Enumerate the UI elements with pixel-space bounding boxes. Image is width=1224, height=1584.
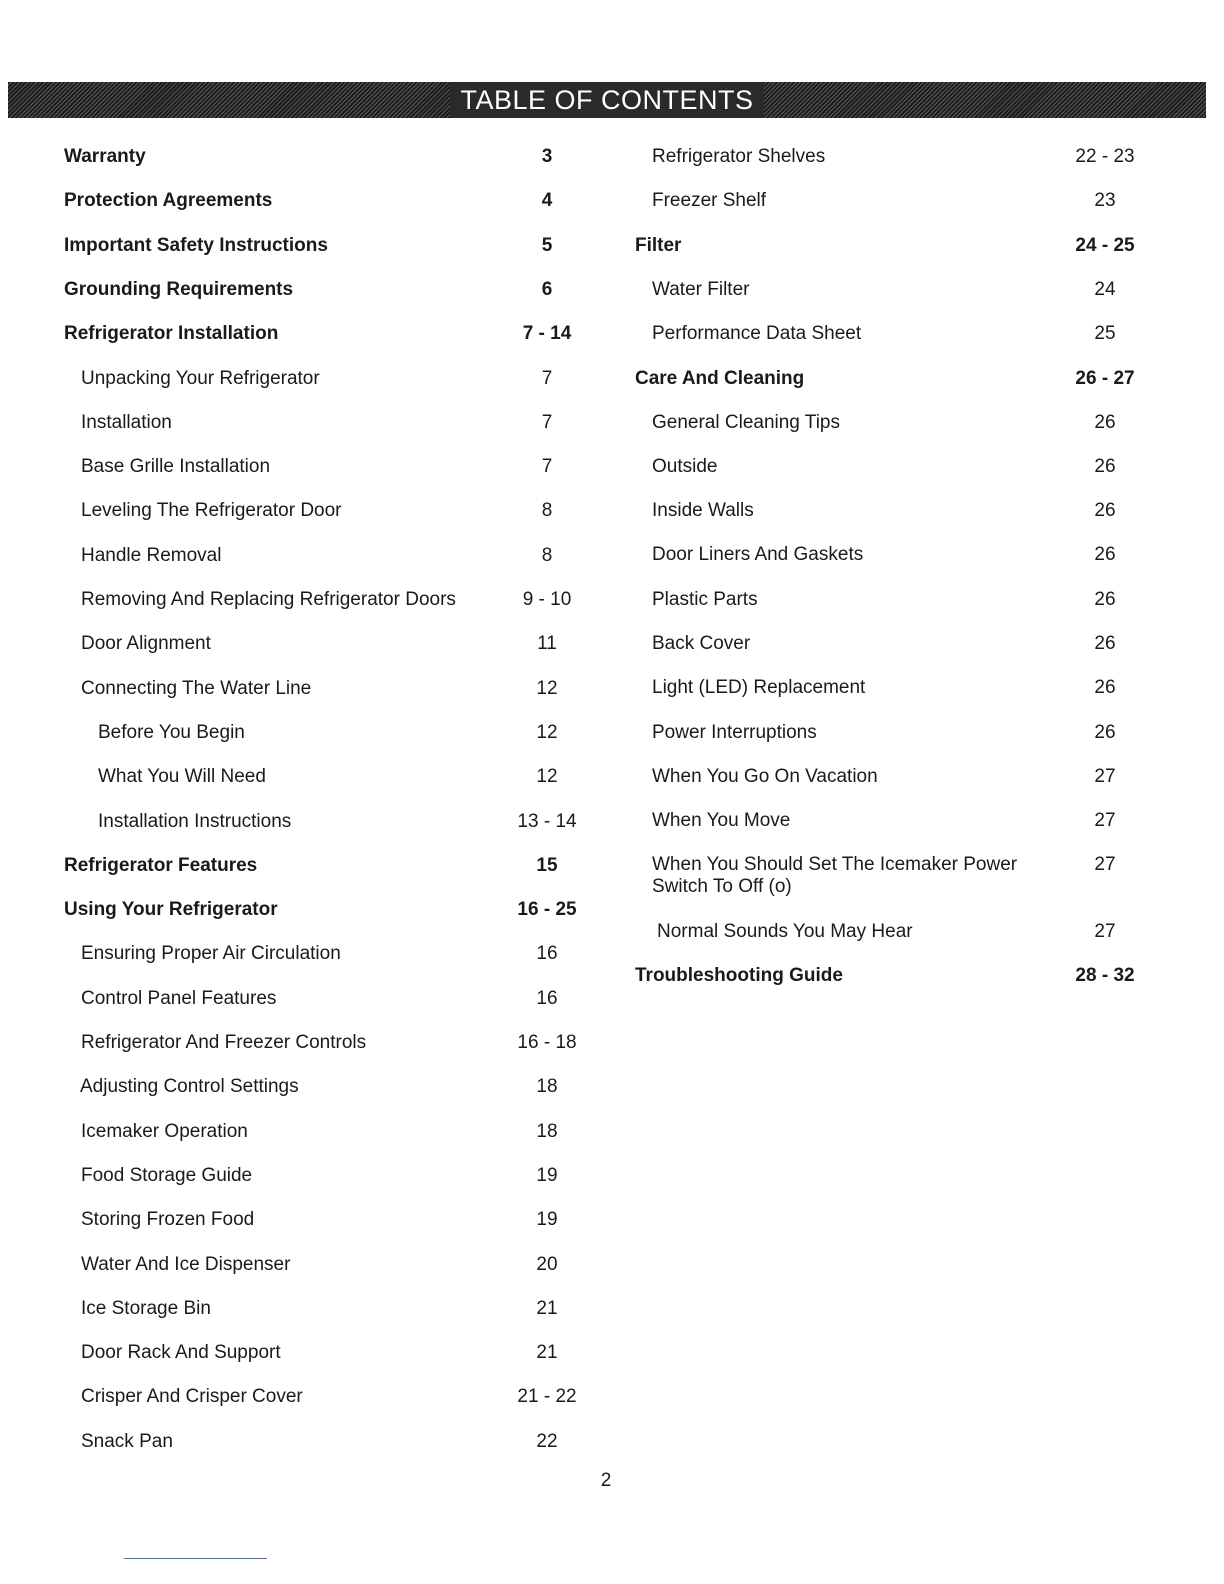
toc-entry-label: Removing And Replacing Refrigerator Doors [81, 589, 456, 610]
toc-entry-label: Performance Data Sheet [652, 323, 862, 344]
toc-entry-label: Ice Storage Bin [81, 1298, 211, 1319]
toc-entry-page: 11 [537, 633, 557, 654]
toc-entry-label: Outside [652, 456, 718, 477]
toc-entry-label: Ensuring Proper Air Circulation [81, 943, 341, 964]
toc-entry-label: Before You Begin [98, 722, 245, 743]
toc-entry-label: Icemaker Operation [81, 1121, 248, 1142]
toc-entry-page: 18 [536, 1121, 558, 1142]
toc-entry-page: 12 [536, 766, 558, 787]
toc-entry-label: Installation [81, 412, 172, 433]
toc-entry-label: Filter [635, 235, 682, 256]
toc-entry-label: Refrigerator Features [64, 855, 258, 876]
toc-entry-page: 7 [541, 412, 553, 433]
toc-entry-page: 26 [1094, 633, 1116, 654]
toc-entry-label: Power Interruptions [652, 722, 817, 743]
toc-entry-label: When You Move [652, 810, 791, 831]
toc-entry-label: Storing Frozen Food [81, 1209, 255, 1230]
toc-entry-label: Leveling The Refrigerator Door [81, 500, 342, 521]
toc-entry-label: Important Safety Instructions [64, 235, 328, 256]
toc-entry-page: 24 - 25 [1075, 235, 1135, 256]
toc-entry-page: 12 [536, 722, 558, 743]
toc-entry-page: 19 [536, 1165, 558, 1186]
toc-entry-page: 28 - 32 [1075, 965, 1135, 986]
toc-entry-page: 27 [1094, 854, 1116, 875]
toc-entry-label: Freezer Shelf [652, 190, 767, 211]
toc-entry-label: Snack Pan [81, 1431, 173, 1452]
toc-entry-label: Connecting The Water Line [81, 678, 312, 699]
toc-entry-page: 26 [1094, 412, 1116, 433]
toc-entry-label: Light (LED) Replacement [652, 677, 866, 698]
toc-entry-page: 13 - 14 [517, 811, 577, 832]
toc-entry-page: 8 [541, 545, 553, 566]
toc-entry-label: Installation Instructions [98, 811, 292, 832]
toc-entry-label: Door Rack And Support [81, 1342, 281, 1363]
toc-entry-page: 26 [1094, 722, 1116, 743]
toc-entry-label: Plastic Parts [652, 589, 758, 610]
page-title: TABLE OF CONTENTS [450, 82, 763, 118]
toc-entry-page: 12 [536, 678, 558, 699]
toc-entry-label: Warranty [64, 146, 146, 167]
toc-entry-page: 27 [1094, 766, 1116, 787]
toc-entry-page: 20 [536, 1254, 558, 1275]
toc-entry-label: Care And Cleaning [635, 368, 805, 389]
toc-entry-page: 16 [536, 988, 558, 1009]
toc-entry-page: 26 - 27 [1075, 368, 1135, 389]
toc-entry-label: What You Will Need [98, 766, 266, 787]
toc-entry-label: Inside Walls [652, 500, 754, 521]
toc-entry-page: 16 - 18 [517, 1032, 577, 1053]
toc-entry-page: 5 [541, 235, 553, 256]
toc-entry-page: 4 [541, 190, 553, 211]
toc-entry-label: Water And Ice Dispenser [81, 1254, 291, 1275]
toc-entry-label-continued: Switch To Off (o) [652, 876, 792, 897]
toc-entry-label: Base Grille Installation [81, 456, 271, 477]
toc-entry-label: When You Should Set The Icemaker Power [652, 854, 1018, 875]
toc-entry-page: 26 [1094, 589, 1116, 610]
toc-entry-page: 25 [1094, 323, 1116, 344]
toc-entry-page: 6 [541, 279, 553, 300]
toc-entry-page: 24 [1094, 279, 1116, 300]
toc-entry-label: Crisper And Crisper Cover [81, 1386, 303, 1407]
toc-entry-label: Using Your Refrigerator [64, 899, 278, 920]
page-number: 2 [600, 1470, 612, 1491]
toc-entry-label: Refrigerator Installation [64, 323, 279, 344]
toc-entry-page: 26 [1094, 456, 1116, 477]
toc-entry-page: 21 - 22 [517, 1386, 577, 1407]
toc-entry-page: 9 - 10 [522, 589, 572, 610]
toc-entry-page: 8 [541, 500, 553, 521]
toc-entry-page: 26 [1094, 544, 1116, 565]
toc-entry-page: 23 [1094, 190, 1116, 211]
toc-entry-page: 27 [1094, 810, 1116, 831]
toc-entry-page: 3 [541, 146, 553, 167]
toc-entry-page: 7 [541, 368, 553, 389]
toc-entry-label: Door Liners And Gaskets [652, 544, 864, 565]
toc-entry-label: Normal Sounds You May Hear [657, 921, 913, 942]
toc-entry-page: 26 [1094, 500, 1116, 521]
toc-entry-label: Control Panel Features [81, 988, 277, 1009]
toc-entry-label: Unpacking Your Refrigerator [81, 368, 320, 389]
toc-entry-label: Troubleshooting Guide [635, 965, 843, 986]
toc-entry-page: 16 - 25 [517, 899, 577, 920]
toc-banner [8, 82, 1206, 118]
toc-entry-label: Refrigerator And Freezer Controls [81, 1032, 367, 1053]
toc-entry-page: 19 [536, 1209, 558, 1230]
toc-entry-label: Water Filter [652, 279, 750, 300]
toc-entry-label: Door Alignment [81, 633, 211, 654]
toc-entry-page: 15 [536, 855, 558, 876]
toc-entry-label: When You Go On Vacation [652, 766, 878, 787]
toc-entry-page: 26 [1094, 677, 1116, 698]
toc-entry-page: 7 - 14 [522, 323, 572, 344]
toc-entry-page: 22 [536, 1431, 558, 1452]
toc-entry-page: 21 [536, 1342, 558, 1363]
toc-entry-label: Handle Removal [81, 545, 222, 566]
toc-entry-label: Adjusting Control Settings [80, 1076, 299, 1097]
toc-entry-label: Back Cover [652, 633, 751, 654]
footer-rule [124, 1558, 267, 1559]
toc-entry-page: 21 [536, 1298, 558, 1319]
toc-entry-label: Refrigerator Shelves [652, 146, 826, 167]
toc-entry-page: 18 [536, 1076, 558, 1097]
toc-entry-page: 22 - 23 [1075, 146, 1135, 167]
toc-entry-label: Grounding Requirements [64, 279, 294, 300]
toc-entry-label: General Cleaning Tips [652, 412, 840, 433]
toc-entry-page: 27 [1094, 921, 1116, 942]
toc-entry-label: Food Storage Guide [81, 1165, 253, 1186]
toc-entry-page: 16 [536, 943, 558, 964]
toc-entry-label: Protection Agreements [64, 190, 273, 211]
toc-entry-page: 7 [541, 456, 553, 477]
